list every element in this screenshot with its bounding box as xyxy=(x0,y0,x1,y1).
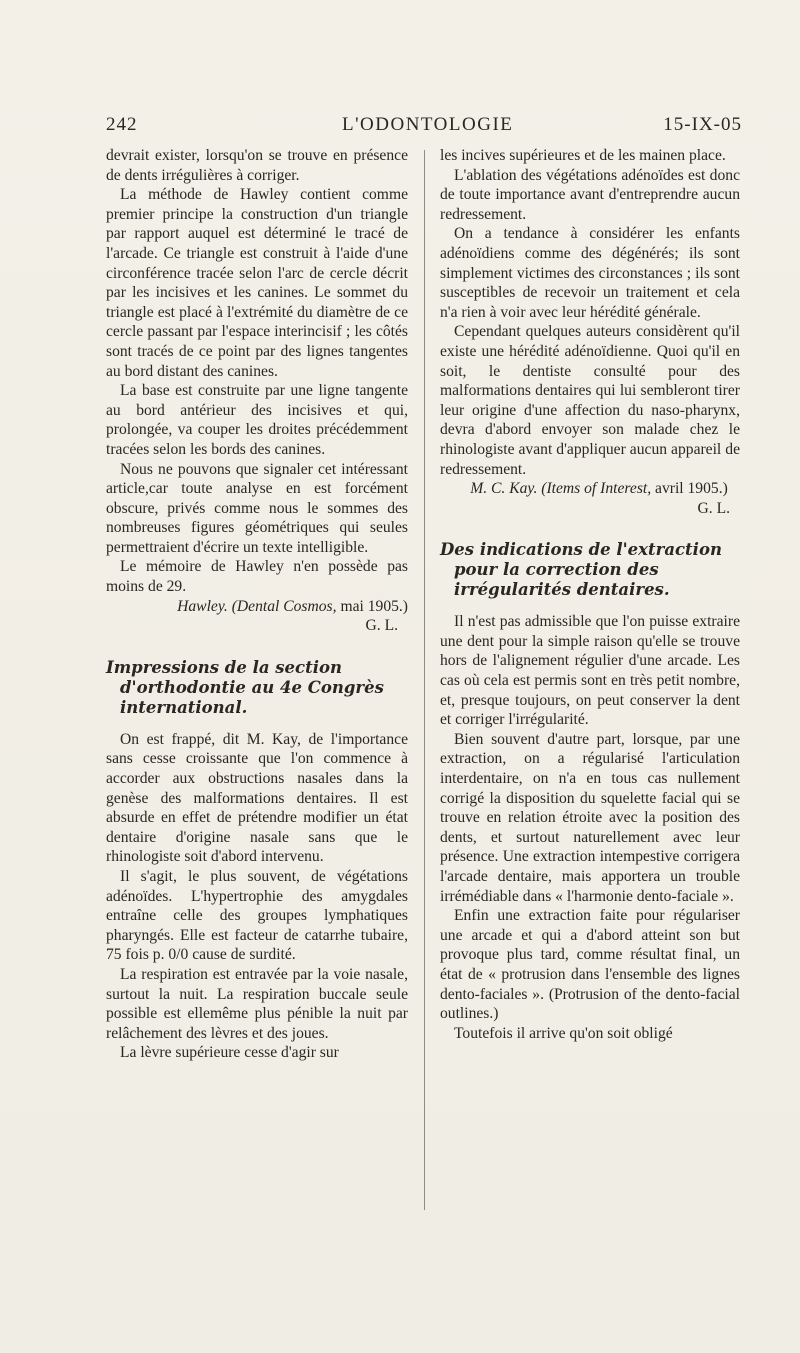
citation xyxy=(106,597,408,617)
signature: G. L. xyxy=(697,499,730,517)
citation-author: Hawley. xyxy=(177,597,228,615)
paragraph: Toutefois il arrive qu'on soit obligé xyxy=(454,1024,673,1042)
paragraph: Le mémoire de Hawley n'en possède pas moins de 29. xyxy=(106,558,408,596)
citation-source: (Dental Cosmos, xyxy=(231,597,337,615)
paragraph: Il n'est pas admissible que l'on puisse extraire une dent pour la simple raison qu'elle se trouve hors de l'alignement régulier d'une arcade. Les cas où cela est permis sont en très petit nombre, et, presque toujours, on peut conserver la dent et corriger l'irrégularité. xyxy=(440,613,740,729)
citation-date: avril 1905.) xyxy=(655,480,728,498)
paragraph: La méthode de Hawley contient comme premier principe la construction d'un triangle par rapport auquel est déterminé le tracé de l'arcade. Ce triangle est construit à l'aide d'une circonférence tracée selon l'arc de cercle décrit par les incisives et les canines. Le sommet du triangle est placé à l'extrémité du diamètre de ce cercle passant par l'espace interincisif ; les côtés sont tracés de ce point par des lignes tangentes au bord distant des canines. xyxy=(106,186,408,380)
paragraph: La base est construite par une ligne tangente au bord antérieur des incisives et qui, prolongée, va couper les droites précédemment tracées selon les bords des canines. xyxy=(106,382,408,458)
paragraph: devrait exister, lorsqu'on se trouve en présence de dents irrégulières à corriger. xyxy=(106,147,408,184)
paragraph: Bien souvent d'autre part, lorsque, par une extraction, on a régularisé l'articulation interdentaire, on n'a en tous cas nullement corrigé la disposition du squelette facial qui se trouve en relation étroite avec la position des dents, et surtout naturellement avec leur présence. Une extraction intempestive corrigera l'arcade dentaire, mais apportera un trouble irrémédiable dans « l'harmonie dento-faciale ». xyxy=(440,730,740,905)
paragraph: Nous ne pouvons que signaler cet intéressant article,car toute analyse en est forcément obscure, privés comme nous le sommes des nombreuses figures géométriques qui seules permettraient d'écrire un texte intelligible. xyxy=(106,460,408,556)
paragraph: Enfin une extraction faite pour régulariser une arcade et qui a d'abord atteint son but provoque plus tard, comme résultat final, un état de « protrusion dans l'ensemble des lignes dento-faciales ». (Protrusion of the dento-facial outlines.) xyxy=(440,907,740,1023)
signature: G. L. xyxy=(365,617,398,635)
journal-title: L'ODONTOLOGIE xyxy=(342,114,514,135)
citation-date: mai 1905.) xyxy=(340,597,408,615)
column-divider xyxy=(424,150,425,1210)
paragraph: Il s'agit, le plus souvent, de végétations adénoïdes. L'hypertrophie des amygdales entraîne celle des groupes lymphatiques pharyngés. Elle est facteur de catarrhe tubaire, 75 fois p. 0/0 cause de surdité. xyxy=(106,868,408,964)
right-column xyxy=(440,146,740,1043)
running-head xyxy=(106,114,742,142)
paragraph: L'ablation des végétations adénoïdes est donc de toute importance avant d'entreprendre aucun redressement. xyxy=(440,166,740,223)
paragraph: Cependant quelques auteurs considèrent qu'il existe une hérédité adénoïdienne. Quoi qu'il en soit, le dentiste consulté pour des malformations dentaires qui lui sembleront tirer leur origine d'une affection du naso-pharynx, devra d'abord envoyer son malade chez le rhinologiste avant d'appliquer aucun appareil de redressement. xyxy=(440,323,740,478)
citation-source: (Items of Interest, xyxy=(541,480,652,498)
page-number: 242 xyxy=(106,114,138,135)
paragraph: La lèvre supérieure cesse d'agir sur xyxy=(120,1044,339,1062)
section-heading: Des indications de l'extraction pour la correction des irrégularités dentaires. xyxy=(440,540,722,600)
paragraph: les incives supérieures et de les mainen place. xyxy=(440,147,726,164)
paragraph: On est frappé, dit M. Kay, de l'importance sans cesse croissante que l'on commence à accorder aux obstructions nasales dans la genèse des malformations dentaires. Il est absurde en effet de prétendre modifier un état dentaire d'origine nasale sans que le rhinologiste soit d'abord intervenu. xyxy=(106,730,408,866)
section-heading: Impressions de la section d'orthodontie au 4e Congrès international. xyxy=(106,657,384,717)
left-column xyxy=(106,146,408,1063)
citation xyxy=(440,479,740,499)
paragraph: La respiration est entravée par la voie nasale, surtout la nuit. La respiration buccale seule possible est ellemême plus pénible la nuit par relâchement des lèvres et des joues. xyxy=(106,965,408,1042)
issue-date: 15-IX-05 xyxy=(663,114,742,135)
citation-author: M. C. Kay. xyxy=(470,480,538,498)
paragraph: On a tendance à considérer les enfants adénoïdiens comme des dégénérés; ils sont simplement victimes des circonstances ; ils sont susceptibles de recevoir un traitement et cela n'a rien à voir avec leur hérédité générale. xyxy=(440,225,740,321)
